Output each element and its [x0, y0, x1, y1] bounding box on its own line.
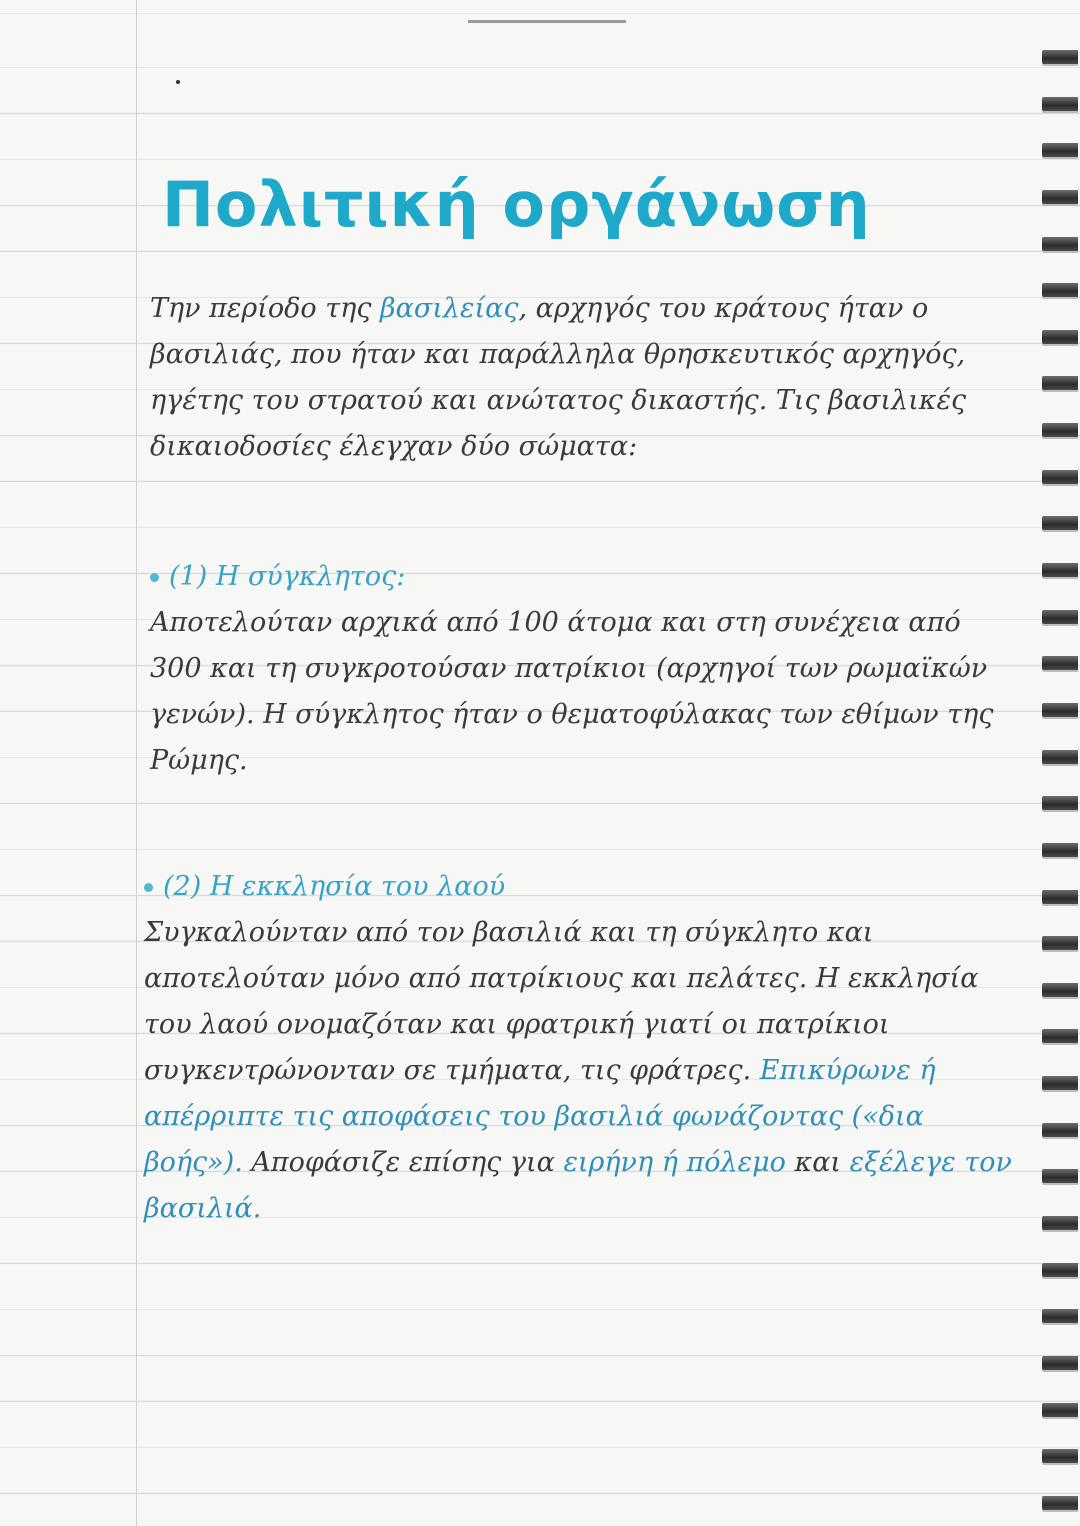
assembly-text-3: και — [785, 1147, 850, 1178]
intro-paragraph — [150, 286, 1020, 470]
assembly-text-1: Συγκαλούνταν από τον βασιλιά και τη σύγκλητο και αποτελούταν μόνο από πατρίκιους και πελάτες. Η εκκλησία του λαού ονομαζόταν και φρατρική γιατί οι πατρίκιοι συγκεντρώνονταν σε τμήματα, τις φράτρες. — [144, 917, 979, 1086]
spiral-ring — [1042, 143, 1078, 157]
bullet-icon — [144, 883, 153, 892]
spiral-ring — [1042, 1169, 1078, 1183]
spiral-ring — [1042, 843, 1078, 857]
spiral-ring — [1042, 703, 1078, 717]
spiral-ring — [1042, 1449, 1078, 1463]
spiral-ring — [1042, 376, 1078, 390]
spiral-binding — [1036, 50, 1080, 1510]
assembly-highlight-2: ειρήνη ή πόλεμο — [563, 1147, 786, 1178]
spiral-ring — [1042, 1123, 1078, 1137]
bullet-icon — [150, 573, 159, 582]
spiral-ring — [1042, 1029, 1078, 1043]
intro-text-1: Την περίοδο της — [150, 293, 381, 324]
spiral-ring — [1042, 656, 1078, 670]
intro-highlight: βασιλείας — [380, 293, 519, 324]
spiral-ring — [1042, 750, 1078, 764]
spiral-ring — [1042, 50, 1078, 64]
spiral-ring — [1042, 936, 1078, 950]
assembly-text-2: Αποφάσιζε επίσης για — [242, 1147, 564, 1178]
spiral-ring — [1042, 97, 1078, 111]
page-title: Πολιτική οργάνωση — [162, 168, 871, 241]
section-assembly-heading — [144, 864, 1014, 910]
spiral-ring — [1042, 1076, 1078, 1090]
spiral-ring — [1042, 1356, 1078, 1370]
section-senate-heading — [150, 554, 1020, 600]
spiral-ring — [1042, 796, 1078, 810]
spiral-ring — [1042, 983, 1078, 997]
spiral-ring — [1042, 470, 1078, 484]
assembly-highlight-3: εξέλεγε τον βασιλιά. — [144, 1147, 1012, 1224]
spiral-ring — [1042, 1309, 1078, 1323]
assembly-highlight-1: Επικύρωνε ή απέρριπτε τις αποφάσεις του βασιλιά φωνάζοντας («δια βοής»). — [144, 1055, 936, 1178]
section-assembly — [144, 864, 1014, 1232]
spiral-ring — [1042, 516, 1078, 530]
assembly-heading-text: (2) Η εκκλησία του λαού — [163, 871, 506, 902]
spiral-ring — [1042, 237, 1078, 251]
assembly-body — [144, 910, 1014, 1232]
spiral-ring — [1042, 1403, 1078, 1417]
spiral-ring — [1042, 1216, 1078, 1230]
spiral-ring — [1042, 563, 1078, 577]
spiral-ring — [1042, 1263, 1078, 1277]
spiral-ring — [1042, 890, 1078, 904]
senate-body: Αποτελούταν αρχικά από 100 άτομα και στη συνέχεια από 300 και τη συγκροτούσαν πατρίκιοι (αρχηγοί των ρωμαϊκών γενών). Η σύγκλητος ήταν ο θεματοφύλακας των εθίμων της Ρώμης. — [150, 607, 994, 776]
spiral-ring — [1042, 423, 1078, 437]
intro-text-2: , αρχηγός του κράτους ήταν ο βασιλιάς, που ήταν και παράλληλα θρησκευτικός αρχηγός, ηγέτης του στρατού και ανώτατος δικαστής. Τις βασιλικές δικαιοδοσίες έλεγχαν δύο σώματα: — [150, 293, 967, 462]
ink-dot — [176, 80, 180, 84]
spiral-ring — [1042, 283, 1078, 297]
spiral-ring — [1042, 190, 1078, 204]
section-senate — [150, 554, 1020, 784]
margin-line — [136, 0, 137, 1526]
spiral-ring — [1042, 330, 1078, 344]
spiral-ring — [1042, 1496, 1078, 1510]
pencil-mark — [468, 20, 626, 23]
spiral-ring — [1042, 610, 1078, 624]
senate-heading-text: (1) Η σύγκλητος: — [169, 561, 406, 592]
